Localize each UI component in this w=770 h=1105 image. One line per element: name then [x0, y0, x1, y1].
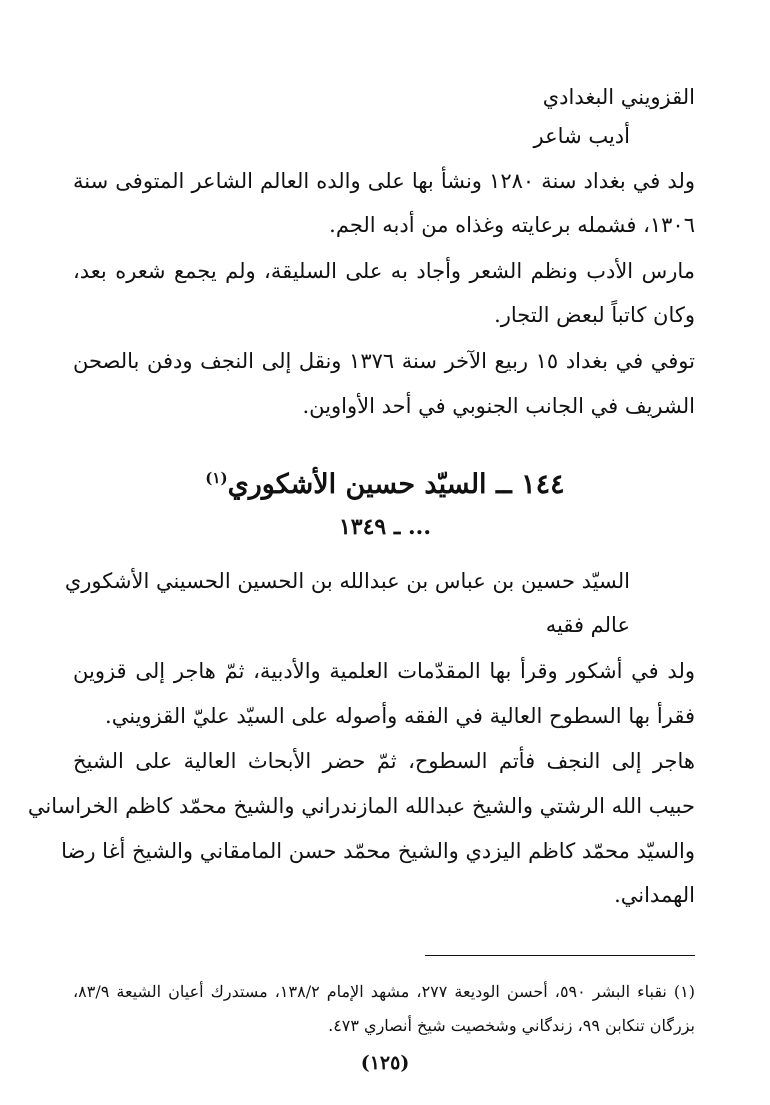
paragraph-line: مارس الأدب ونظم الشعر وأجاد به على السليقة، ولم يجمع شعره بعد،: [73, 259, 695, 283]
paragraph-line: ولد في أشكور وقرأ بها المقدّمات العلمية والأدبية، ثمّ هاجر إلى قزوين: [73, 659, 695, 683]
entry-heading: [0, 460, 770, 503]
footnote-line: بزرگان تنكابن ٩٩، زندگاني وشخصيت شيخ أنصاري ٤٧٣.: [328, 1016, 695, 1035]
paragraph-line: حبيب الله الرشتي والشيخ عبدالله المازندراني والشيخ محمّد كاظم الخراساني: [27, 794, 695, 818]
page-number: (١٢٥): [360, 1052, 410, 1074]
entry-dates: ... ـ ١٣٤٩: [338, 514, 431, 540]
entry-role: عالم فقيه: [545, 613, 630, 637]
paragraph-line: الهمداني.: [614, 883, 695, 907]
paragraph-line: الشريف في الجانب الجنوبي في أحد الأواوين.: [302, 394, 695, 418]
paragraph-line: ولد في بغداد سنة ١٢٨٠ ونشأ بها على والده العالم الشاعر المتوفى سنة: [73, 169, 695, 193]
entry-role: أديب شاعر: [533, 124, 630, 148]
paragraph-line: توفي في بغداد ١٥ ربيع الآخر سنة ١٣٧٦ ونقل إلى النجف ودفن بالصحن: [73, 349, 695, 373]
footnote-divider: [425, 955, 695, 956]
paragraph-line: هاجر إلى النجف فأتم السطوح، ثمّ حضر الأبحاث العالية على الشيخ: [73, 749, 695, 773]
entry-name: القزويني البغدادي: [542, 85, 695, 109]
paragraph-line: فقرأ بها السطوح العالية في الفقه وأصوله على السيّد عليّ القزويني.: [105, 704, 695, 728]
paragraph-line: ١٣٠٦، فشمله برعايته وغذاه من أدبه الجم.: [329, 213, 695, 237]
paragraph-line: والسيّد محمّد كاظم اليزدي والشيخ محمّد حسن المامقاني والشيخ أغا رضا: [61, 839, 695, 863]
entry-full-name: السيّد حسين بن عباس بن عبدالله بن الحسين الحسيني الأشكوري: [64, 569, 630, 593]
paragraph-line: وكان كاتباً لبعض التجار.: [494, 303, 695, 327]
entry-heading-text: ١٤٤ ــ السيّد حسين الأشكوري: [227, 469, 565, 500]
footnote-line: (١) نقباء البشر ٥٩٠، أحسن الوديعة ٢٧٧، مشهد الإمام ١٣٨/٢، مستدرك أعيان الشيعة ٨٣/٩،: [73, 982, 696, 1001]
footnote-marker: (١): [205, 469, 228, 487]
